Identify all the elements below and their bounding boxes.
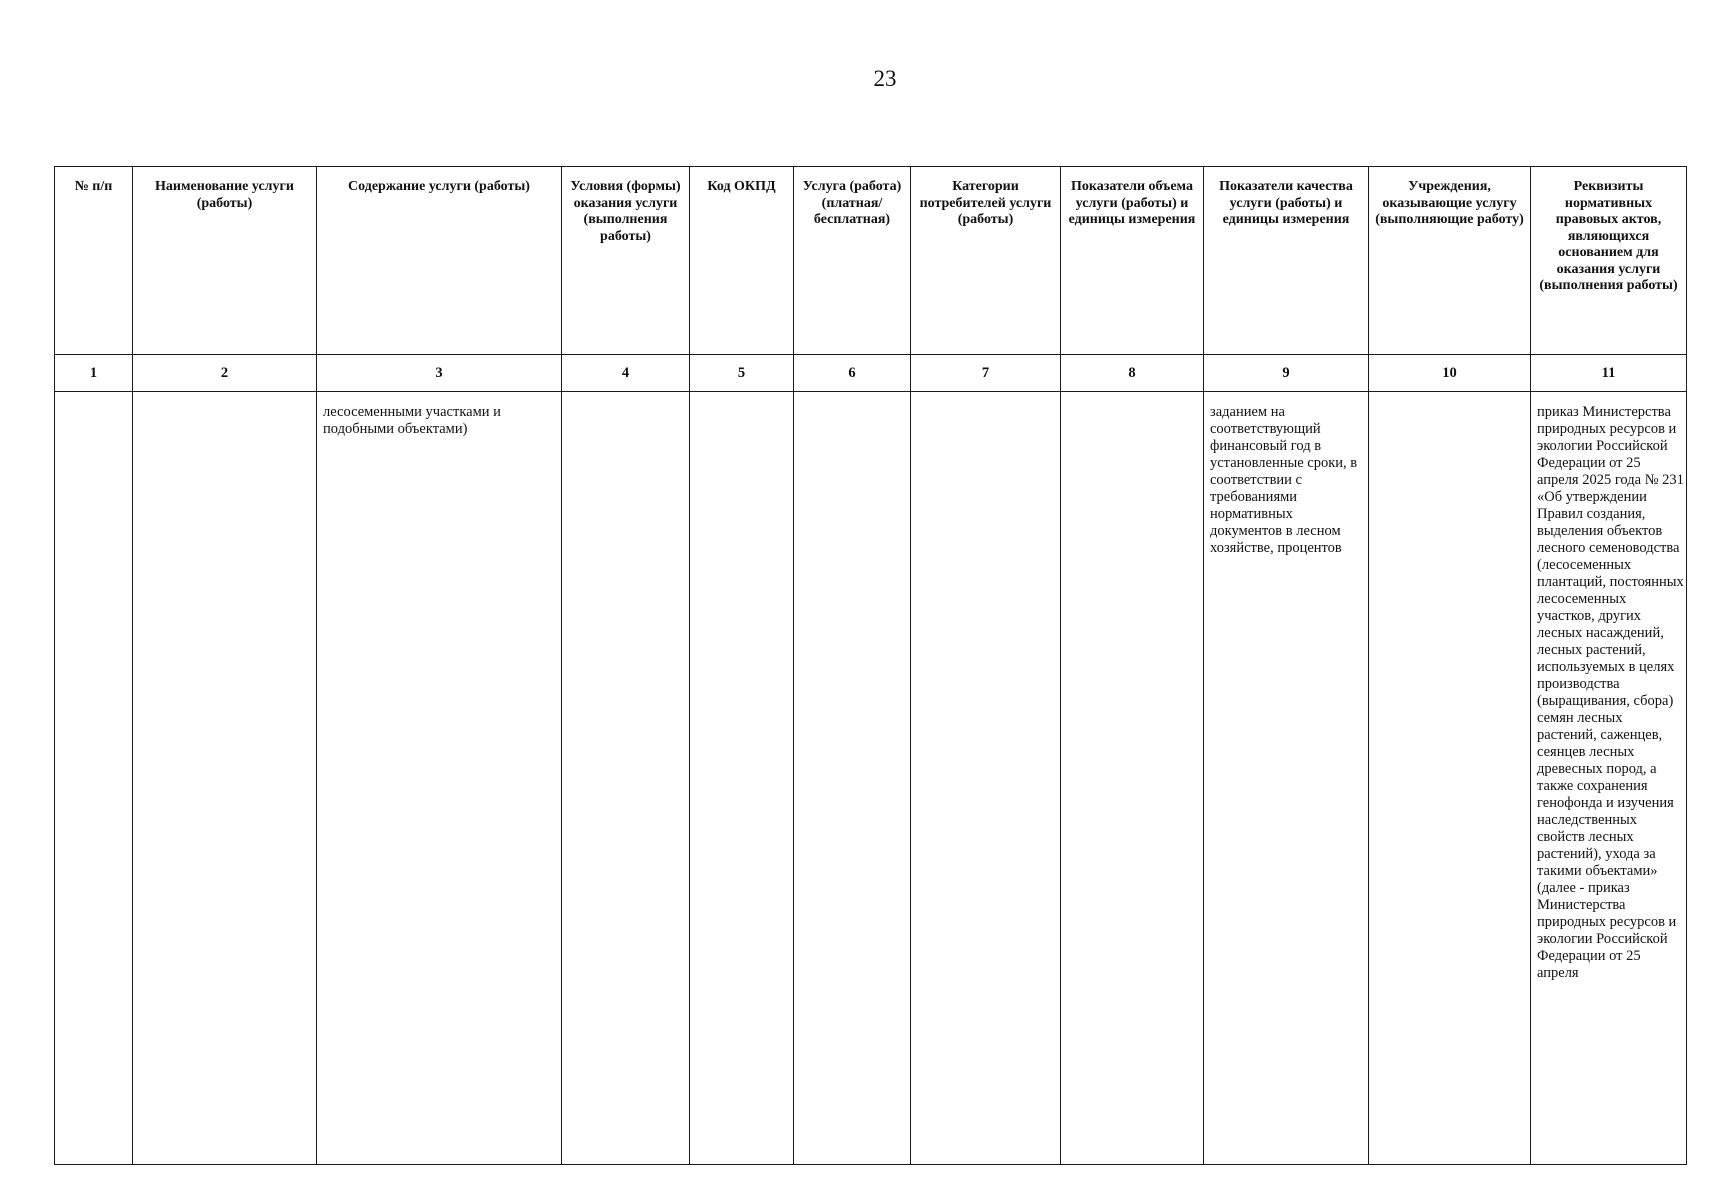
column-number: 5 (690, 355, 794, 392)
cell-volume-indicators (1061, 392, 1204, 1165)
column-number: 9 (1204, 355, 1369, 392)
column-number: 4 (562, 355, 690, 392)
cell-consumer-categories (911, 392, 1061, 1165)
column-number: 6 (794, 355, 911, 392)
column-number: 7 (911, 355, 1061, 392)
cell-institutions (1369, 392, 1531, 1165)
header-cell-service-name: Наименование услуги (работы) (133, 167, 317, 355)
header-cell-paid-free: Услуга (работа) (платная/ бесплатная) (794, 167, 911, 355)
header-cell-volume-indicators: Показатели объема услуги (работы) и единицы измерения (1061, 167, 1204, 355)
column-number: 10 (1369, 355, 1531, 392)
column-number: 2 (133, 355, 317, 392)
cell-paid-free (794, 392, 911, 1165)
column-number: 11 (1531, 355, 1687, 392)
table-row (55, 392, 1687, 1165)
cell-service-content: лесосеменными участками и подобными объектами) (317, 392, 562, 1165)
header-cell-consumer-categories: Категории потребителей услуги (работы) (911, 167, 1061, 355)
cell-number (55, 392, 133, 1165)
header-cell-number: № п/п (55, 167, 133, 355)
cell-service-name (133, 392, 317, 1165)
header-cell-legal-acts: Реквизиты нормативных правовых актов, являющихся основанием для оказания услуги (выполнения работы) (1531, 167, 1687, 355)
header-cell-conditions: Условия (формы) оказания услуги (выполнения работы) (562, 167, 690, 355)
header-cell-institutions: Учреждения, оказывающие услугу (выполняющие работу) (1369, 167, 1531, 355)
header-row (55, 167, 1687, 355)
column-number-row (55, 355, 1687, 392)
cell-quality-indicators: заданием на соответствующий финансовый год в установленные сроки, в соответствии с требованиями нормативных документов в лесном хозяйстве, процентов (1204, 392, 1369, 1165)
header-cell-quality-indicators: Показатели качества услуги (работы) и единицы измерения (1204, 167, 1369, 355)
cell-okpd-code (690, 392, 794, 1165)
cell-legal-acts: приказ Министерства природных ресурсов и экологии Российской Федерации от 25 апреля 2025 года № 231 «Об утверждении Правил создания, выделения объектов лесного семеноводства (лесосеменных плантаций, постоянных лесосеменных участков, других лесных насаждений, лесных растений, используемых в целях производства (выращивания, сбора) семян лесных растений, саженцев, сеянцев лесных древесных пород, а также сохранения генофонда и изучения наследственных свойств лесных растений), ухода за такими объектами» (далее - приказ Министерства природных ресурсов и экологии Российской Федерации от 25 апреля (1531, 392, 1687, 1165)
header-cell-service-content: Содержание услуги (работы) (317, 167, 562, 355)
column-number: 1 (55, 355, 133, 392)
header-cell-okpd-code: Код ОКПД (690, 167, 794, 355)
column-number: 3 (317, 355, 562, 392)
column-number: 8 (1061, 355, 1204, 392)
page-number: 23 (873, 66, 897, 91)
cell-conditions (562, 392, 690, 1165)
services-table (54, 166, 1687, 1165)
